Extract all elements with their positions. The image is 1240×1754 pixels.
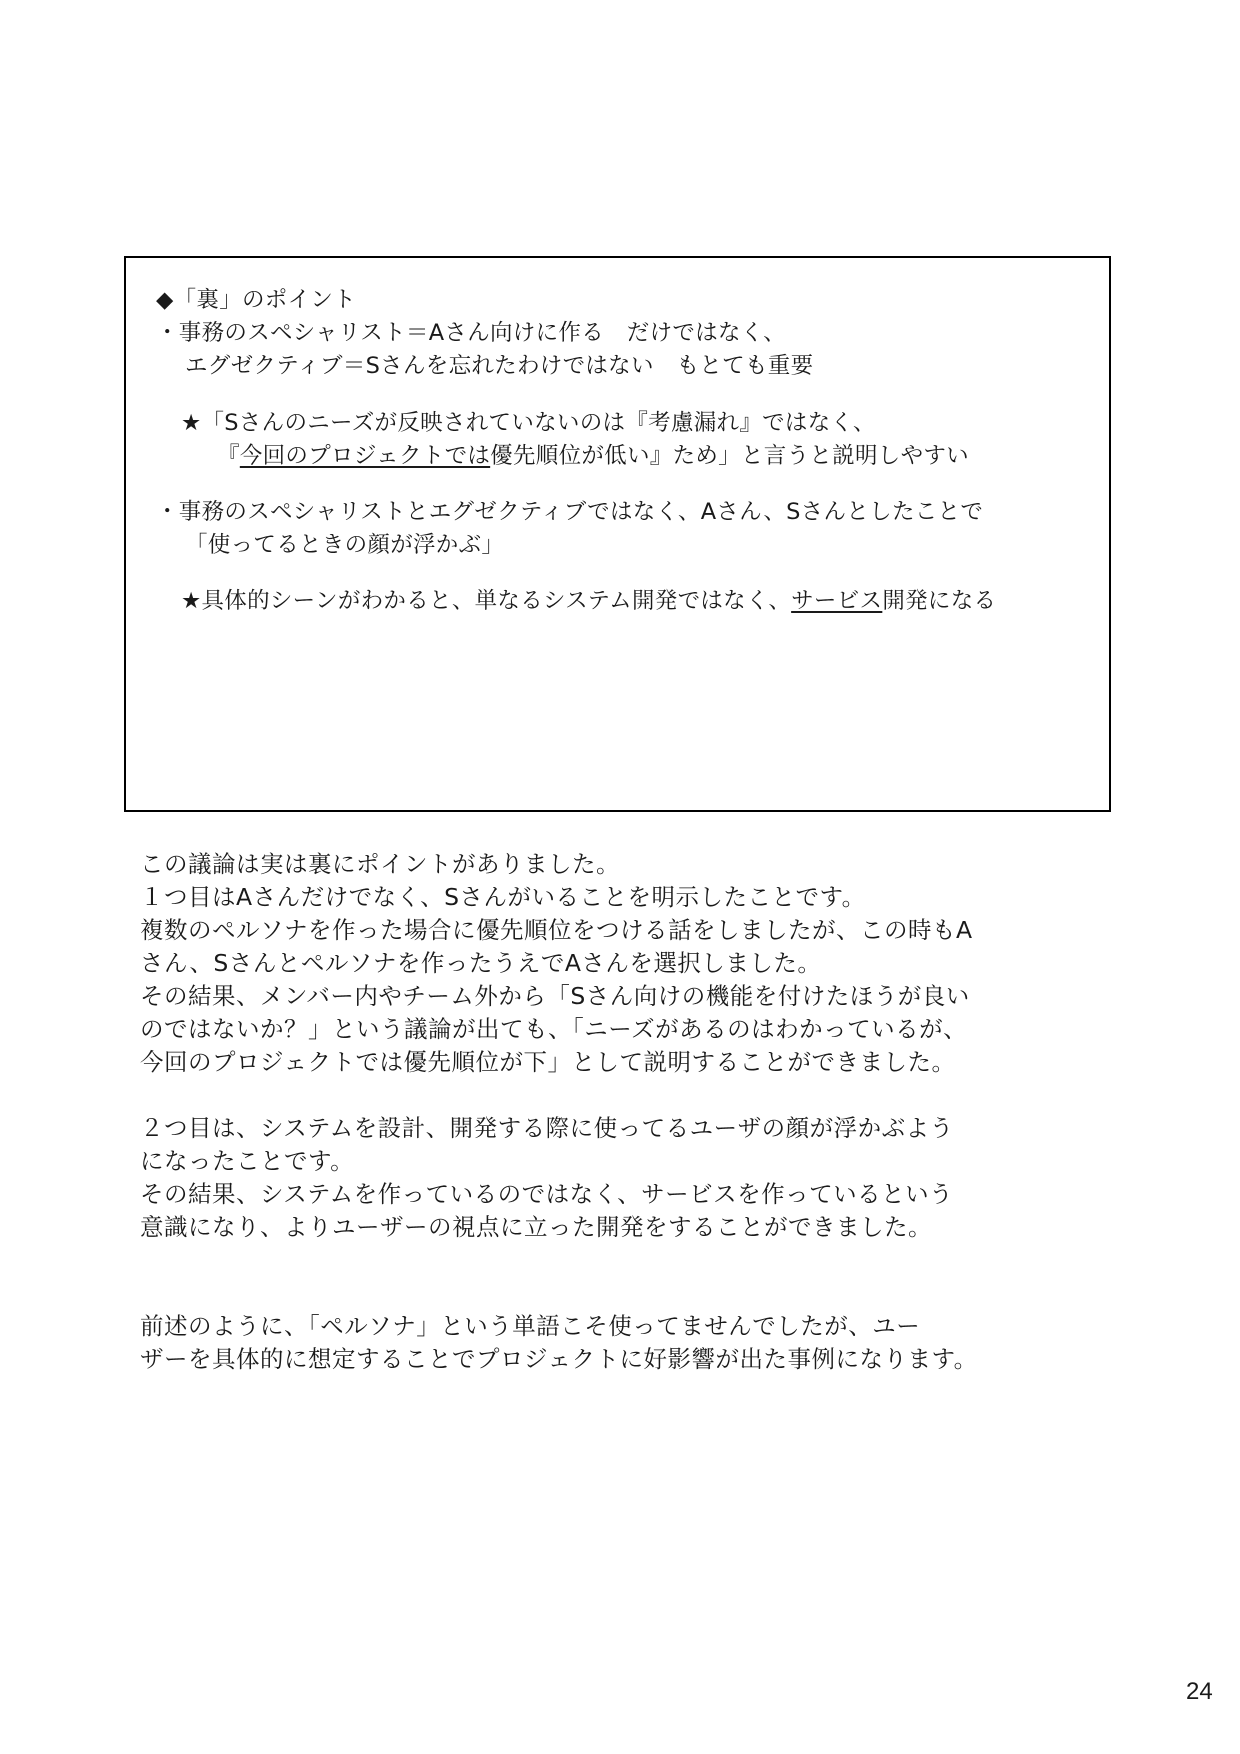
body-line: 前述のように、「ペルソナ」という単語こそ使ってませんでしたが、ユー bbox=[140, 1312, 921, 1340]
star-1-line-2 bbox=[217, 441, 969, 471]
body-line: 複数のペルソナを作った場合に優先順位をつける話をしましたが、この時もA bbox=[140, 916, 973, 944]
bullet-2-line-1: ・事務のスペシャリストとエグゼクティブではなく、Aさん、Sさんとしたことで bbox=[156, 499, 984, 525]
body-line: この議論は実は裏にポイントがありました。 bbox=[140, 850, 620, 878]
star-2-rest: 開発になる bbox=[882, 588, 997, 614]
star-2-line bbox=[181, 586, 996, 616]
star-1-underlined: 今回のプロジェクトでは bbox=[239, 443, 491, 469]
box-heading: ◆「裏」のポイント bbox=[156, 287, 357, 313]
star-2-underlined: サービス bbox=[791, 588, 883, 614]
bullet-1-line-1: ・事務のスペシャリスト＝Aさん向けに作る だけではなく、 bbox=[156, 320, 786, 346]
star-1-line-2-open: 『 bbox=[217, 443, 240, 469]
body-line: ザーを具体的に想定することでプロジェクトに好影響が出た事例になります。 bbox=[140, 1345, 978, 1373]
bullet-2-line-2: 「使ってるときの顔が浮かぶ」 bbox=[185, 532, 505, 558]
body-line: 今回のプロジェクトでは優先順位が下」として説明することができました。 bbox=[140, 1048, 956, 1076]
body-line: その結果、メンバー内やチーム外から「Sさん向けの機能を付けたほうが良い bbox=[140, 982, 970, 1010]
body-line: になったことです。 bbox=[140, 1147, 355, 1175]
body-line: 意識になり、よりユーザーの視点に立った開発をすることができました。 bbox=[140, 1213, 932, 1241]
body-line: １つ目はAさんだけでなく、Sさんがいることを明示したことです。 bbox=[140, 883, 866, 911]
points-box bbox=[124, 256, 1111, 812]
body-line: のではないか？」という議論が出ても、「ニーズがあるのはわかっているが、 bbox=[140, 1015, 968, 1043]
body-line: ２つ目は、システムを設計、開発する際に使ってるユーザの顔が浮かぶよう bbox=[140, 1114, 954, 1142]
page-number: 24 bbox=[1186, 1678, 1213, 1705]
body-line: その結果、システムを作っているのではなく、サービスを作っているという bbox=[140, 1180, 954, 1208]
star-2-text: ★具体的シーンがわかると、単なるシステム開発ではなく、 bbox=[181, 588, 792, 614]
star-1-line-1: ★「Sさんのニーズが反映されていないのは『考慮漏れ』ではなく、 bbox=[181, 410, 876, 436]
bullet-1-line-2: エグゼクティブ＝Sさんを忘れたわけではない もとても重要 bbox=[185, 353, 814, 379]
star-1-line-2-rest: 優先順位が低い』ため」と言うと説明しやすい bbox=[490, 443, 969, 469]
body-line: さん、Sさんとペルソナを作ったうえでAさんを選択しました。 bbox=[140, 949, 822, 977]
